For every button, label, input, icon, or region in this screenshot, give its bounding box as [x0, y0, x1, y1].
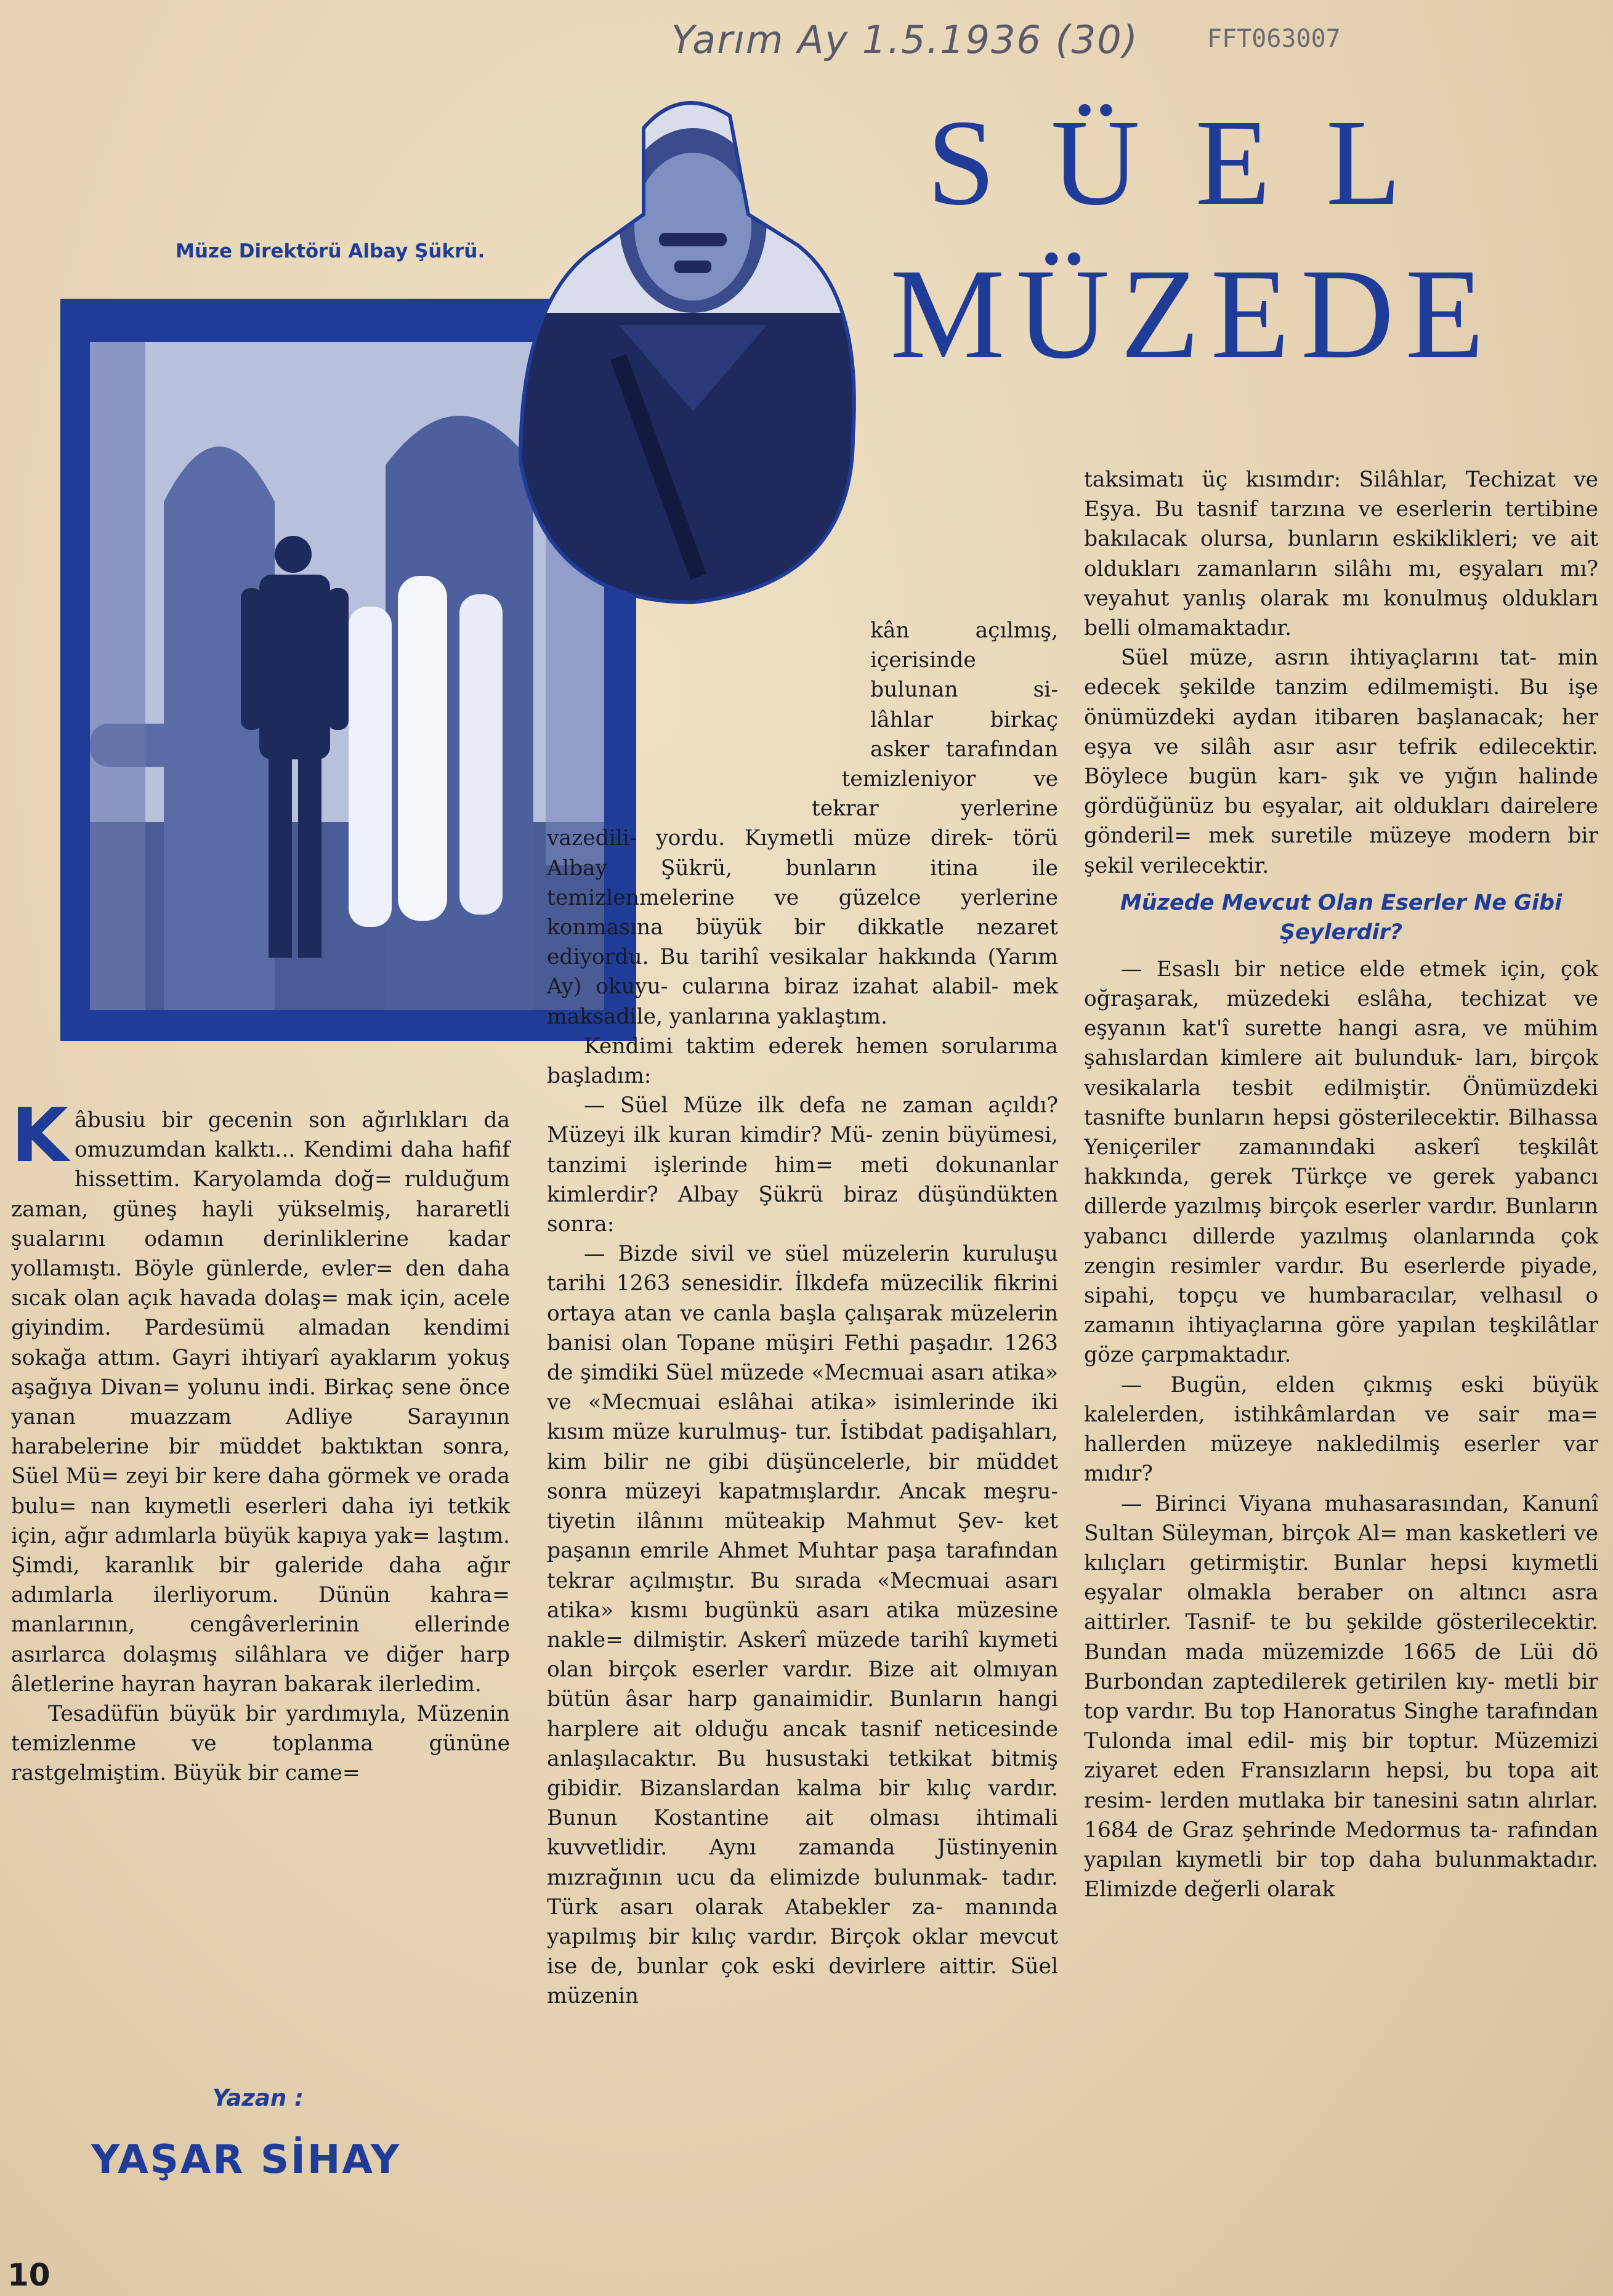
- column-2-paragraph: kân açılmış, içerisinde bulunan si- lâhlar birkaç asker tarafından temizleniyor ve tekrar yerlerine vazedili- yordu. Kıymetli müze direk- törü Albay Şükrü, bunların itina ile temizlenmelerine ve güzelce yerlerine konmasına büyük bir dikkatle nezaret ediyordu. Bu tarihî vesikalar hakkında (Yarım Ay) okuyu- cularına biraz izahat alabil- mek maksadile, yanlarına yaklaştım.: [547, 618, 1058, 1029]
- column-1-paragraph: [11, 1093, 510, 1699]
- author-name: YAŞAR SİHAY: [91, 2137, 402, 2183]
- column-2-float-shape: [547, 616, 870, 816]
- column-3-paragraph: taksimatı üç kısımdır: Silâhlar, Techizat ve Eşya. Bu tasnif tarzına ve eserlerin tertibine bakılacak olursa, bunların eskiklikleri; ve ait oldukları zamanların silâhı mı, eşyaları mı? veyahut yanlış olarak mı konulmuş oldukları belli olmamaktadır.: [1084, 467, 1598, 641]
- column-2-paragraph: — Süel Müze ilk defa ne zaman açıldı? Müzeyi ilk kuran kimdir? Mü- zenin büyümesi, tanzimi işlerinde him= meti dokunanlar kimlerdir? Albay Şükrü biraz düşündükten sonra:: [547, 1093, 1058, 1237]
- title-line-2: MÜZEDE: [890, 243, 1495, 386]
- column-3-paragraph: Süel müze, asrın ihtiyaçlarını tat- min edecek şekilde tanzim edilmemişti. Bu işe önümüzdeki aydan itibaren başlanacak; her eşya ve silâh asır asır tefrik edilecektir. Böylece bugün karı- şık ve yığın halinde gördüğünüz bu eşyalar, ait oldukları dairelere gönderil= mek suretile müzeye modern bir şekil verilecektir.: [1084, 645, 1598, 878]
- column-2: [547, 616, 1058, 2011]
- byline-label: Yazan :: [212, 2085, 304, 2111]
- director-portrait: [508, 91, 862, 608]
- column-2-paragraph: — Bizde sivil ve süel müzelerin kuruluşu tarihi 1263 senesidir. İlkdefa müzecilik fikrini ortaya atan ve canla başla çalışarak müzelerin banisi olan Topane müşiri Fethi paşadır. 1263 de şimdiki Süel müzede «Mecmuai asarı atika» ve «Mecmuai eslâhai atika» isimlerinde iki kısım müze kurulmuş- tur. İstibdat padişahları, kim bilir ne gibi düşüncelerle, bir müddet sonra müzeyi kapatmışlardır. Ancak meşru- tiyetin ilânını müteakip Mahmut Şev- ket paşanın emrile Ahmet Muhtar paşa tarafından tekrar açılmıştır. Bu sırada «Mecmuai asarı atika» kısmı bugünkü asarı atika müzesine nakle= dilmiştir. Askerî müzede tarihî kıymeti olan birçok eserler vardır. Bize ait olmıyan bütün âsar harp ganaimidir. Bunların hangi harplere ait olduğu ancak tasnif neticesinde anlaşılacaktır. Bu husustaki tetkikat bitmiş gibidir. Bizanslardan kalma bir kılıç vardır. Bunun Kostantine ait olması ihtimali kuvvetlidir. Aynı zamanda Jüstinyenin mızrağının ucu da elimizde bulunmak- tadır. Türk asarı olarak Atabekler za- manında yapılmış bir kılıç vardır. Birçok oklar mevcut ise de, bunlar çok eski devirlere aittir. Süel müzenin: [547, 1242, 1058, 2009]
- column-1-paragraph: Tesadüfün büyük bir yardımıyla, Müzenin temizlenme ve toplanma gününe rastgelmiştim. Büyük bir came=: [11, 1702, 510, 1786]
- column-3-paragraph: — Bugün, elden çıkmış eski büyük kalelerden, istihkâmlardan ve sair ma= hallerden müzeye nakledilmiş eserler var mıdır?: [1084, 1372, 1598, 1487]
- column-1-paragraph-text: âbusiu bir gecenin son ağırlıkları da omuzumdan kalktı... Kendimi daha hafif hissettim. Karyolamda doğ= rulduğum zaman, güneş hayli yükselmiş, hararetli şualarını odamın derinliklerine kadar yollamıştı. Böyle günlerde, evler= den daha sıcak olan açık havada dolaş= mak için, acele giyindim. Pardesümü almadan kendimi sokağa attım. Gayri ihtiyarî ayaklarım yokuş aşağıya Divan= yolunu indi. Birkaç sene önce yanan muazzam Adliye Sarayının harabelerine bir müddet baktıktan sonra, Süel Mü= zeyi bir kere daha görmek ve orada bulu= nan kıymetli eserleri daha iyi tetkik için, ağır adımlarla büyük kapıya yak= laştım. Şimdi, karanlık bir galeride daha ağır adımlarla ilerliyorum. Dünün kahra= manlarının, cengâverlerinin ellerinde asırlarca dolaşmış silâhlara ve diğer harp âletlerine hayran hayran bakarak ilerledim.: [11, 1108, 510, 1697]
- column-3-paragraph: — Esaslı bir netice elde etmek için, çok oğraşarak, müzedeki eslâha, techizat ve eşyanın kat'î surette hangi asra, ve mühim şahıslardan kimlere ait bulunduk- ları, birçok vesikalarla tesbit edilmiştir. Önümüzdeki tasnifte bunların hepsi gösterilecektir. Bilhassa Yeniçeriler zamanındaki askerî teşkilât hakkında, gerek Türkçe ve gerek yabancı dillerde yazılmış birçok eserler vardır. Bunların yabancı dillerde yazılmış olanlarında çok zengin resimler vardır. Bu eserlerde piyade, sipahi, topçu ve humbaracılar, velhasıl o zamanın ihtiyaçlarına göre yapılan teşkilâtlar göze çarpmaktadır.: [1084, 956, 1598, 1368]
- drop-cap: K: [11, 1093, 68, 1179]
- title-line-1: SÜEL: [927, 95, 1457, 231]
- column-2-paragraph: Kendimi taktim ederek hemen sorularıma başladım:: [547, 1033, 1058, 1089]
- handwritten-note: Yarım Ay 1.5.1936 (30): [671, 17, 1139, 62]
- column-1: [11, 1093, 510, 1925]
- column-3-paragraph: — Birinci Viyana muhasarasından, Kanunî Sultan Süleyman, birçok Al= man kasketleri ve kılıçları getirmiştir. Bunlar hepsi kıymetli eşyalar olmakla beraber on altıncı asra aittirler. Tasnif- te bu şekilde gösterilecektir. Bundan mada müzemizde 1665 de Lüi dö Burbondan zaptedilerek getirilen kıy- metli bir top vardır. Bu top Hanoratus Singhe tarafından Tulonda imal edil- miş bir toptur. Müzemizi ziyaret eden Fransızların hepsi, bu topa ait resim- lerden mutlaka bir tanesini satın alırlar. 1684 de Graz şehrinde Medormus ta- rafından yapılan kıymetli bir top daha bulunmaktadır. Elimizde değerli olarak: [1084, 1491, 1598, 1902]
- column-3: [1084, 465, 1598, 1904]
- page-number: 10: [7, 2257, 51, 2293]
- photo-caption: Müze Direktörü Albay Şükrü.: [176, 240, 485, 262]
- archive-code: FFT063007: [1207, 25, 1341, 53]
- section-subhead: Müzede Mevcut Olan Eserler Ne Gibi Şeylerdir?: [1120, 890, 1562, 945]
